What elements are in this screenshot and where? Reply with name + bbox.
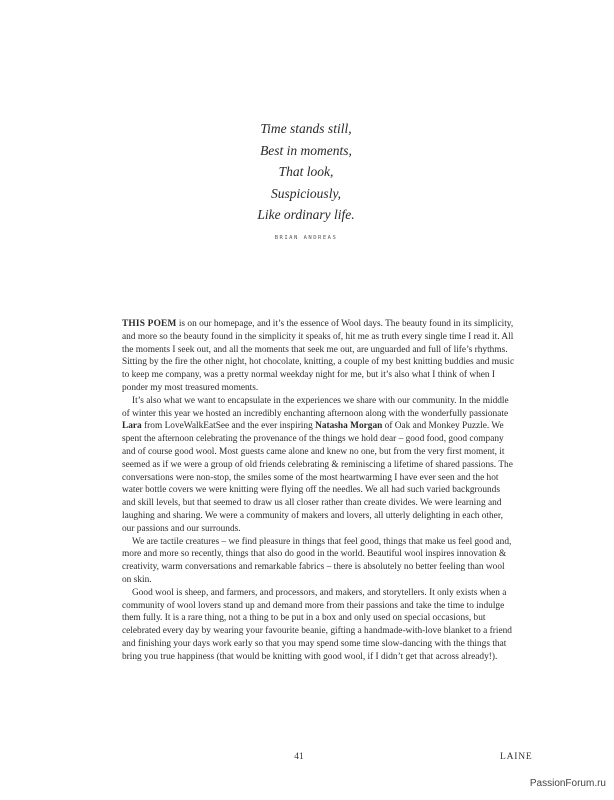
poem: [120, 118, 492, 226]
person-name: Natasha Morgan: [315, 421, 383, 432]
poem-line: Best in moments,: [260, 142, 352, 158]
watermark: PassionForum.ru: [529, 778, 606, 789]
article-body: [122, 318, 515, 664]
paragraph: [122, 318, 515, 395]
page-number: 41: [294, 752, 304, 762]
paragraph: Good wool is sheep, and farmers, and processors, and makers, and storytellers. It only exists when a community of wool lovers stand up and demand more from their passions and take the time to indulge them fully. It is a rare thing, not a thing to be put in a box and only used on special occasions, but celebrated every day by wearing your favourite beanie, gifting a handmade-with-love blanket to a friend and finishing your days work early so that you may spend some time slow-dancing with the things that bring you true happiness (that would be knitting with good wool, if I didn’t get that across already!).: [122, 587, 512, 662]
paragraph: We are tactile creatures – we find pleasure in things that feel good, things that make us feel good and, more and more so recently, things that also do good in the world. Beautiful wool inspires innovation & creativity, warm conversations and remarkable fabrics – there is absolutely no better feeling than wool on skin.: [122, 536, 512, 585]
paragraph-text: from LoveWalkEatSee and the ever inspiring: [141, 421, 316, 432]
person-name: Lara: [122, 421, 142, 432]
paragraph: [122, 395, 515, 536]
lead-in: THIS POEM: [122, 319, 177, 329]
poem-line: That look,: [278, 164, 334, 179]
paragraph-text: is on our homepage, and it’s the essence of Wool days. The beauty found in its simplicity, and more so the beauty found in the simplicity it speaks of, hit me as truth every single time I read it. All the moments I seek out, and all the moments that seek me out, are unguarded and full of life’s rhythms. Sitting by the fire the other night, hot chocolate, knitting, a couple of my best knitting buddies and music to keep me company, was a pretty normal weekday night for me, but it’s also what I think of when I ponder my most treasured moments.: [122, 319, 515, 393]
paragraph-text: of Oak and Monkey Puzzle. We spent the afternoon celebrating the provenance of the things we hold dear – good food, good company and of course good wool. Most guests came alone and knew no one, but from the very first moment, it seemed as if we were a group of old friends celebrating & reminiscing a lifetime of shared passions. The conversations were non-stop, the smiles some of the most heartwarming I have ever seen and the hot water bottle covers we were knitting were flying off the needles. We all had such varied backgrounds and skill levels, but that seemed to draw us all closer rather than create divides. We were learning and laughing and sharing. We were a community of makers and lovers, all utterly delighting in each other, our passions and our surrounds.: [122, 421, 513, 534]
running-head: LAINE: [500, 752, 533, 762]
poem-line: Suspiciously,: [270, 185, 342, 201]
paragraph-text: It’s also what we want to encapsulate in the experiences we share with our community. In the middle of winter this year we hosted an incredibly enchanting afternoon along with the wonderfully passionate: [122, 395, 509, 419]
poem-line: Time stands still,: [260, 121, 352, 136]
poem-attribution: BRIAN ANDREAS: [274, 235, 338, 241]
poem-line: Like ordinary life.: [257, 207, 355, 222]
